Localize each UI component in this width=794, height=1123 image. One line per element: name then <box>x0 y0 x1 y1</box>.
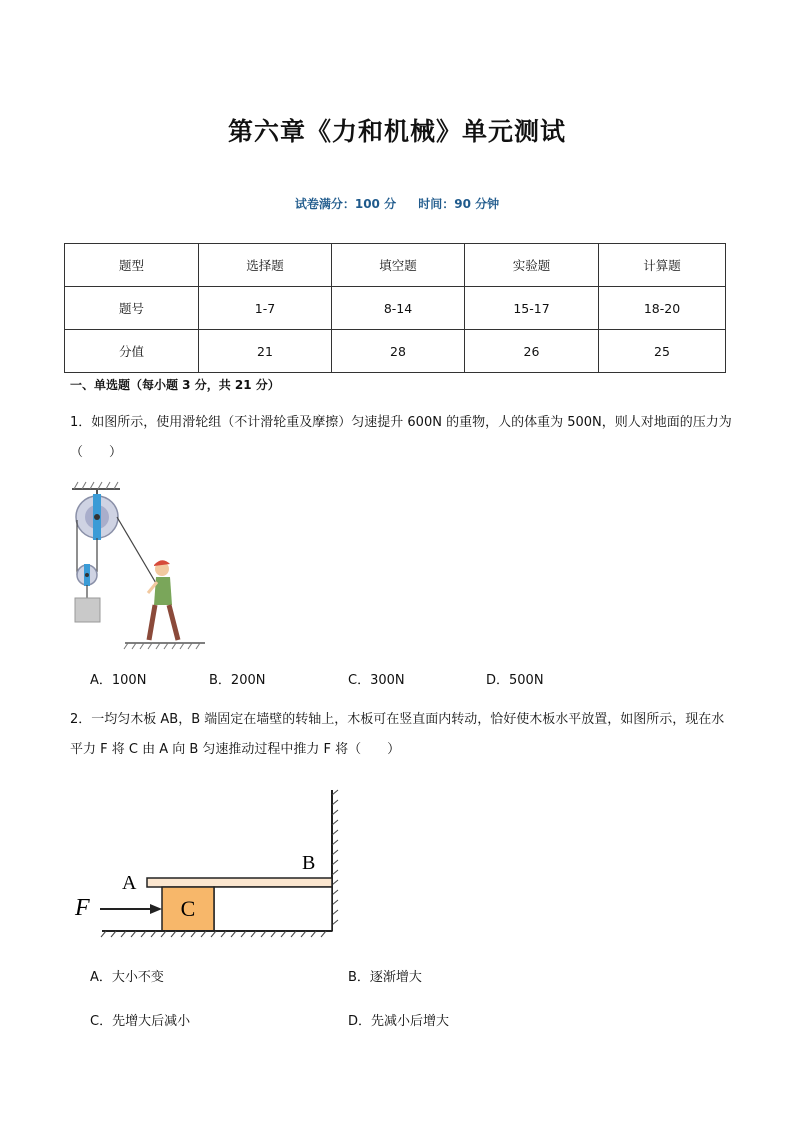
table-cell: 实验题 <box>465 244 599 287</box>
table-cell: 26 <box>465 330 599 373</box>
board-figure <box>70 785 340 945</box>
table-cell: 题号 <box>65 287 199 330</box>
full-score: 试卷满分：100 分 <box>294 197 397 211</box>
exam-time: 时间：90 分钟 <box>418 197 500 211</box>
question-2-text: 2．一均匀木板 AB，B 端固定在墙壁的转轴上，木板可在竖直面内转动，恰好使木板水平放置，如图所示，现在水平力 F 将 C 由 A 向 B 匀速推动过程中推力 F 将（ ） <box>70 712 725 757</box>
option: B．200N <box>209 673 266 688</box>
label-c: C <box>180 896 196 921</box>
table-cell: 18-20 <box>599 287 726 330</box>
table-cell: 题型 <box>65 244 199 287</box>
section-heading: 一、单选题（每小题 3 分，共 21 分） <box>70 378 280 392</box>
label-a: A <box>122 872 137 894</box>
exam-meta <box>0 195 794 212</box>
table-cell: 1-7 <box>199 287 332 330</box>
table-row <box>65 244 726 287</box>
option: A．100N <box>90 673 147 688</box>
table-row <box>65 330 726 373</box>
question-1-text: 1．如图所示，使用滑轮组（不计滑轮重及摩擦）匀速提升 600N 的重物，人的体重为 500N，则人对地面的压力为（ ） <box>70 415 732 460</box>
option: B．逐渐增大 <box>348 970 422 985</box>
score-table <box>64 243 726 373</box>
option: A．大小不变 <box>90 970 164 985</box>
option: D．500N <box>486 673 544 688</box>
option: D．先减小后增大 <box>348 1014 450 1029</box>
table-cell: 28 <box>332 330 465 373</box>
page-title: 第六章《力和机械》单元测试 <box>227 117 566 146</box>
option: C．先增大后减小 <box>90 1014 191 1029</box>
label-f: F <box>75 895 90 921</box>
table-cell: 15-17 <box>465 287 599 330</box>
table-cell: 21 <box>199 330 332 373</box>
table-cell: 25 <box>599 330 726 373</box>
pulley-figure <box>70 480 210 650</box>
table-row <box>65 287 726 330</box>
table-cell: 分值 <box>65 330 199 373</box>
table-cell: 选择题 <box>199 244 332 287</box>
table-cell: 计算题 <box>599 244 726 287</box>
table-cell: 8-14 <box>332 287 465 330</box>
option: C．300N <box>348 673 405 688</box>
label-b: B <box>302 852 316 874</box>
table-cell: 填空题 <box>332 244 465 287</box>
